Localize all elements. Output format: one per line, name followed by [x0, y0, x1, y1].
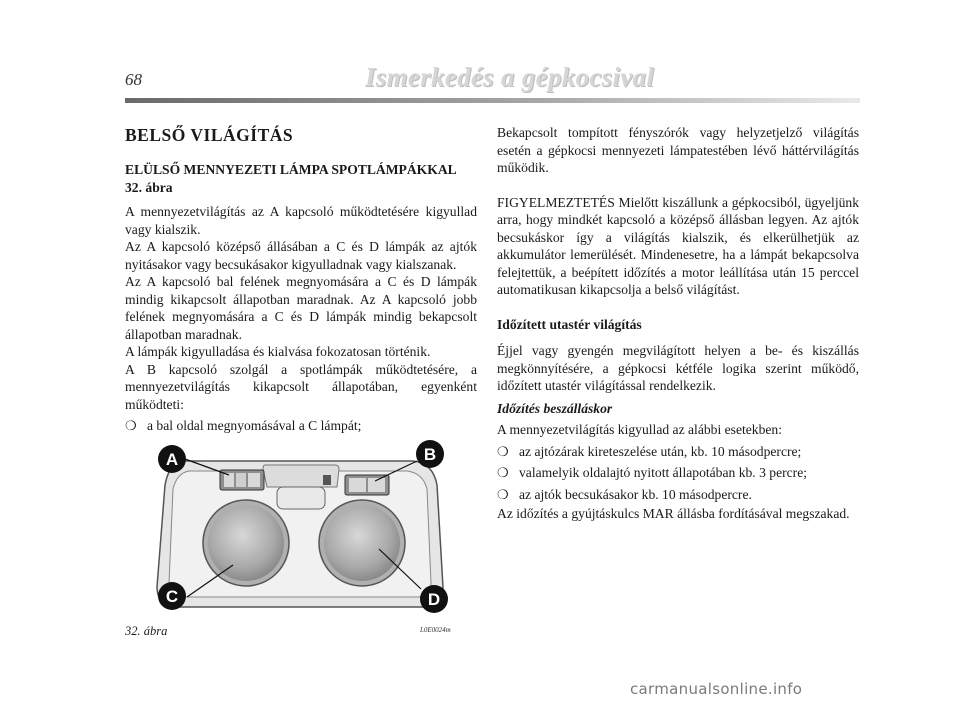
list-item-text: az ajtók becsukásakor kb. 10 másodpercre.	[519, 486, 752, 502]
lamp-d-lens	[324, 505, 400, 581]
watermark: carmanualsonline.info	[630, 680, 803, 698]
list-item-text: az ajtózárak kireteszelése után, kb. 10 másodpercre;	[519, 443, 802, 459]
paragraph: Az A kapcsoló bal felének megnyomására a C és D lámpák mindig kikapcsolt állapotban maradnak. Az A kapcsoló jobb felének megnyomására a C és D lámpák mindig bekapcsolt állapotban maradnak.	[125, 274, 477, 342]
list-item-text: valamelyik oldalajtó nyitott állapotában kb. 3 percre;	[519, 465, 808, 480]
paragraph: A lámpák kigyulladása és kialvása fokozatosan történik.	[125, 344, 431, 359]
timed-lighting-heading: Időzített utastér világítás	[497, 316, 642, 332]
paragraph: A mennyezetvilágítás kigyullad az alábbi esetekben:	[497, 422, 782, 437]
chapter-title: Ismerkedés a gépkocsival	[365, 62, 655, 92]
ceiling-lamp-figure	[125, 437, 465, 621]
paragraph: Az időzítés a gyújtáskulcs MAR állásba fordításával megszakad.	[497, 506, 850, 521]
page-number: 68	[125, 70, 142, 89]
entry-timing-heading: Időzítés beszálláskor	[497, 400, 613, 416]
bullet-circle-icon: ❍	[497, 486, 509, 502]
warning-paragraph: FIGYELMEZTETÉS Mielőtt kiszállunk a gépkocsiból, ügyeljünk arra, hogy mindkét kapcsoló a középső állásban legyen. Az ajtók becsukáskor így a világítás kialszik, és elkerülhetjük az akkumulátor lemerülését. Mindenesetre, ha a lámpát bekapcsolva felejtettük, a beépített időzítés a motor leállítása után 15 perccel automatikusan kikapcsolja a belső világítást.	[497, 194, 859, 297]
subsection-heading-line2: 32. ábra	[125, 179, 173, 195]
callout-a-label: A	[165, 450, 179, 469]
page-header	[125, 64, 860, 104]
list-item	[497, 443, 859, 461]
paragraph: Éjjel vagy gyengén megvilágított helyen a be- és kiszállás megkönnyítésére, a gépkocsi kétféle logika szerint működő, időzített utastér világítással rendelkezik.	[497, 343, 859, 393]
list-item	[125, 417, 477, 435]
bullet-circle-icon: ❍	[497, 465, 509, 480]
small-indicator	[323, 475, 331, 485]
lamp-c-lens	[208, 505, 284, 581]
subsection-heading-line1: ELÜLSŐ MENNYEZETI LÁMPA SPOTLÁMPÁKKAL	[125, 162, 457, 177]
paragraph: Bekapcsolt tompított fényszórók vagy helyzetjelző világítás esetén a gépkocsi mennyezeti lámpatestében lévő háttérvilágítás működik.	[497, 125, 859, 175]
header-rule	[125, 98, 860, 103]
bullet-circle-icon: ❍	[497, 443, 509, 459]
section-heading: BELSŐ VILÁGÍTÁS	[125, 125, 294, 145]
callout-b-label: B	[423, 445, 437, 464]
right-column	[497, 124, 859, 523]
bullet-circle-icon: ❍	[125, 418, 137, 433]
list-item	[497, 464, 859, 482]
left-column	[125, 125, 477, 456]
figure-code: L0E0024m	[420, 626, 451, 634]
switch-b-segment	[349, 478, 366, 492]
callout-d-label: D	[427, 590, 441, 609]
figure-caption: 32. ábra	[125, 624, 168, 638]
paragraph: A mennyezetvilágítás az A kapcsoló működtetésére kigyullad vagy kialszik.	[125, 204, 477, 237]
callout-c-label: C	[165, 587, 179, 606]
center-sensor	[277, 487, 325, 509]
switch-a-segment	[224, 473, 234, 487]
switch-a-segment	[248, 473, 260, 487]
paragraph: A B kapcsoló szolgál a spotlámpák működtetésére, a mennyezetvilágítás kikapcsolt állapotában, egyenként működteti:	[125, 361, 477, 412]
paragraph: Az A kapcsoló középső állásában a C és D lámpák az ajtók nyitásakor vagy becsukásakor kigyulladnak vagy kialszanak.	[125, 239, 477, 272]
ceiling-lamp-illustration	[125, 437, 465, 621]
list-item-text: a bal oldal megnyomásával a C lámpát;	[147, 418, 362, 433]
list-item	[497, 486, 859, 504]
switch-a-segment	[236, 473, 246, 487]
subsection-heading	[125, 161, 477, 196]
